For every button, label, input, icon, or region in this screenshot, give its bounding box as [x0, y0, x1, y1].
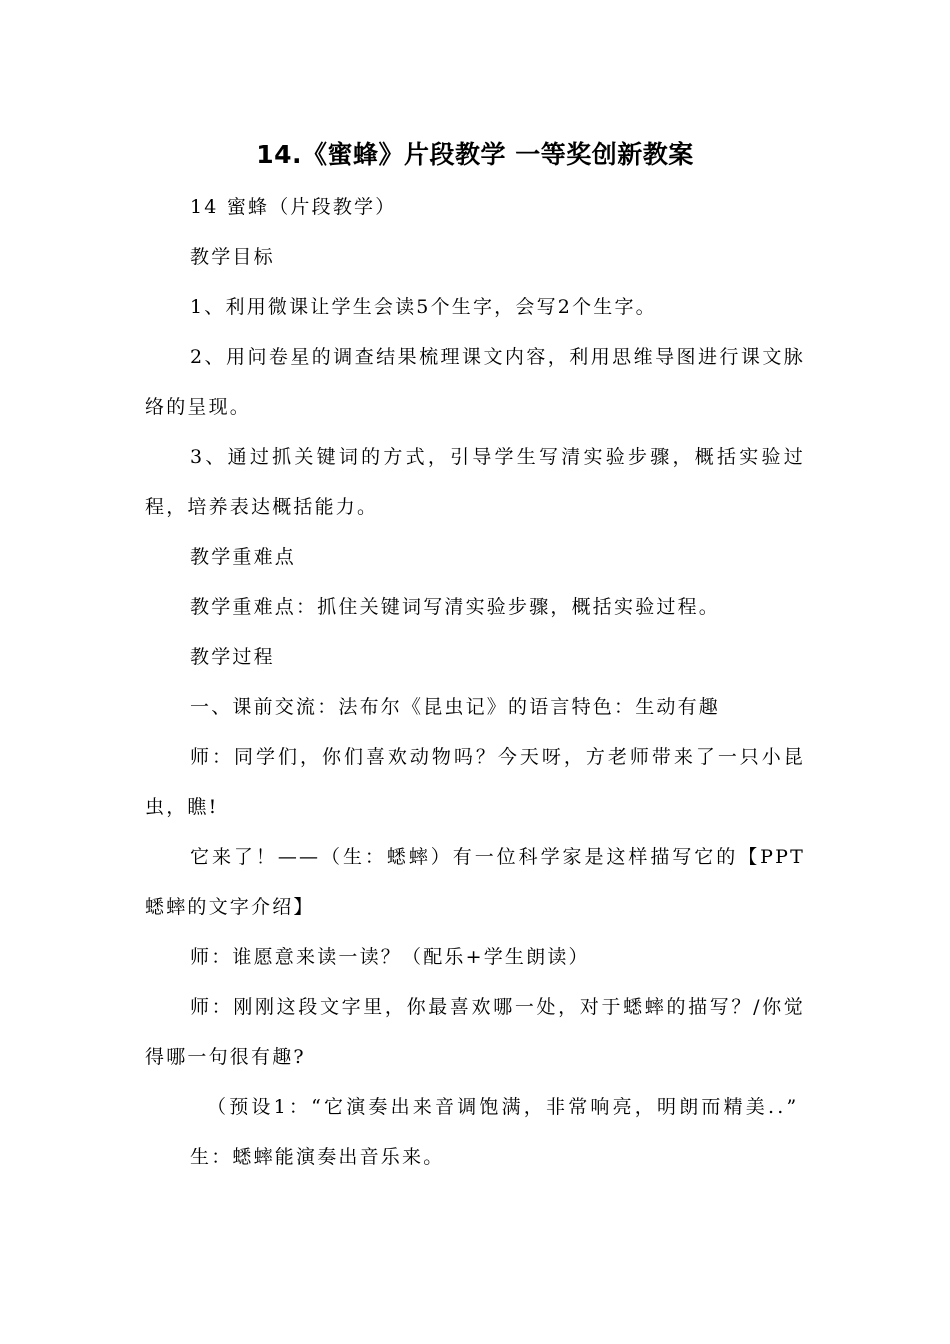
- paragraph: 师：刚刚这段文字里，你最喜欢哪一处，对于蟋蟀的描写？/你觉得哪一句很有趣?: [145, 996, 805, 1068]
- section-heading: 教学重难点: [190, 546, 297, 568]
- paragraph: 14 蜜蜂（片段教学）: [190, 196, 397, 218]
- document-body: [145, 182, 805, 1182]
- paragraph: 生：蟋蟀能演奏出音乐来。: [190, 1146, 445, 1168]
- paragraph: 教学重难点：抓住关键词写清实验步骤，概括实验过程。: [190, 596, 721, 618]
- paragraph: 师：谁愿意来读一读？（配乐+学生朗读）: [190, 946, 590, 968]
- section-heading: 教学过程: [190, 646, 275, 668]
- paragraph: 它来了！——（生：蟋蟀）有一位科学家是这样描写它的【PPT蟋蟀的文字介绍】: [145, 846, 805, 918]
- paragraph: 1、利用微课让学生会读5个生字，会写2个生字。: [190, 296, 657, 318]
- paragraph: 一、课前交流：法布尔《昆虫记》的语言特色：生动有趣: [190, 696, 721, 718]
- paragraph: 3、通过抓关键词的方式，引导学生写清实验步骤，概括实验过程，培养表达概括能力。: [145, 446, 805, 518]
- document-title: 14.《蜜蜂》片段教学 一等奖创新教案: [256, 140, 694, 169]
- paragraph: （预设1：“它演奏出来音调饱满，非常响亮，明朗而精美..”: [207, 1096, 800, 1118]
- section-heading: 教学目标: [190, 246, 275, 268]
- paragraph: 师：同学们，你们喜欢动物吗？今天呀，方老师带来了一只小昆虫，瞧!: [145, 746, 805, 818]
- paragraph: 2、用问卷星的调查结果梳理课文内容，利用思维导图进行课文脉络的呈现。: [145, 346, 805, 418]
